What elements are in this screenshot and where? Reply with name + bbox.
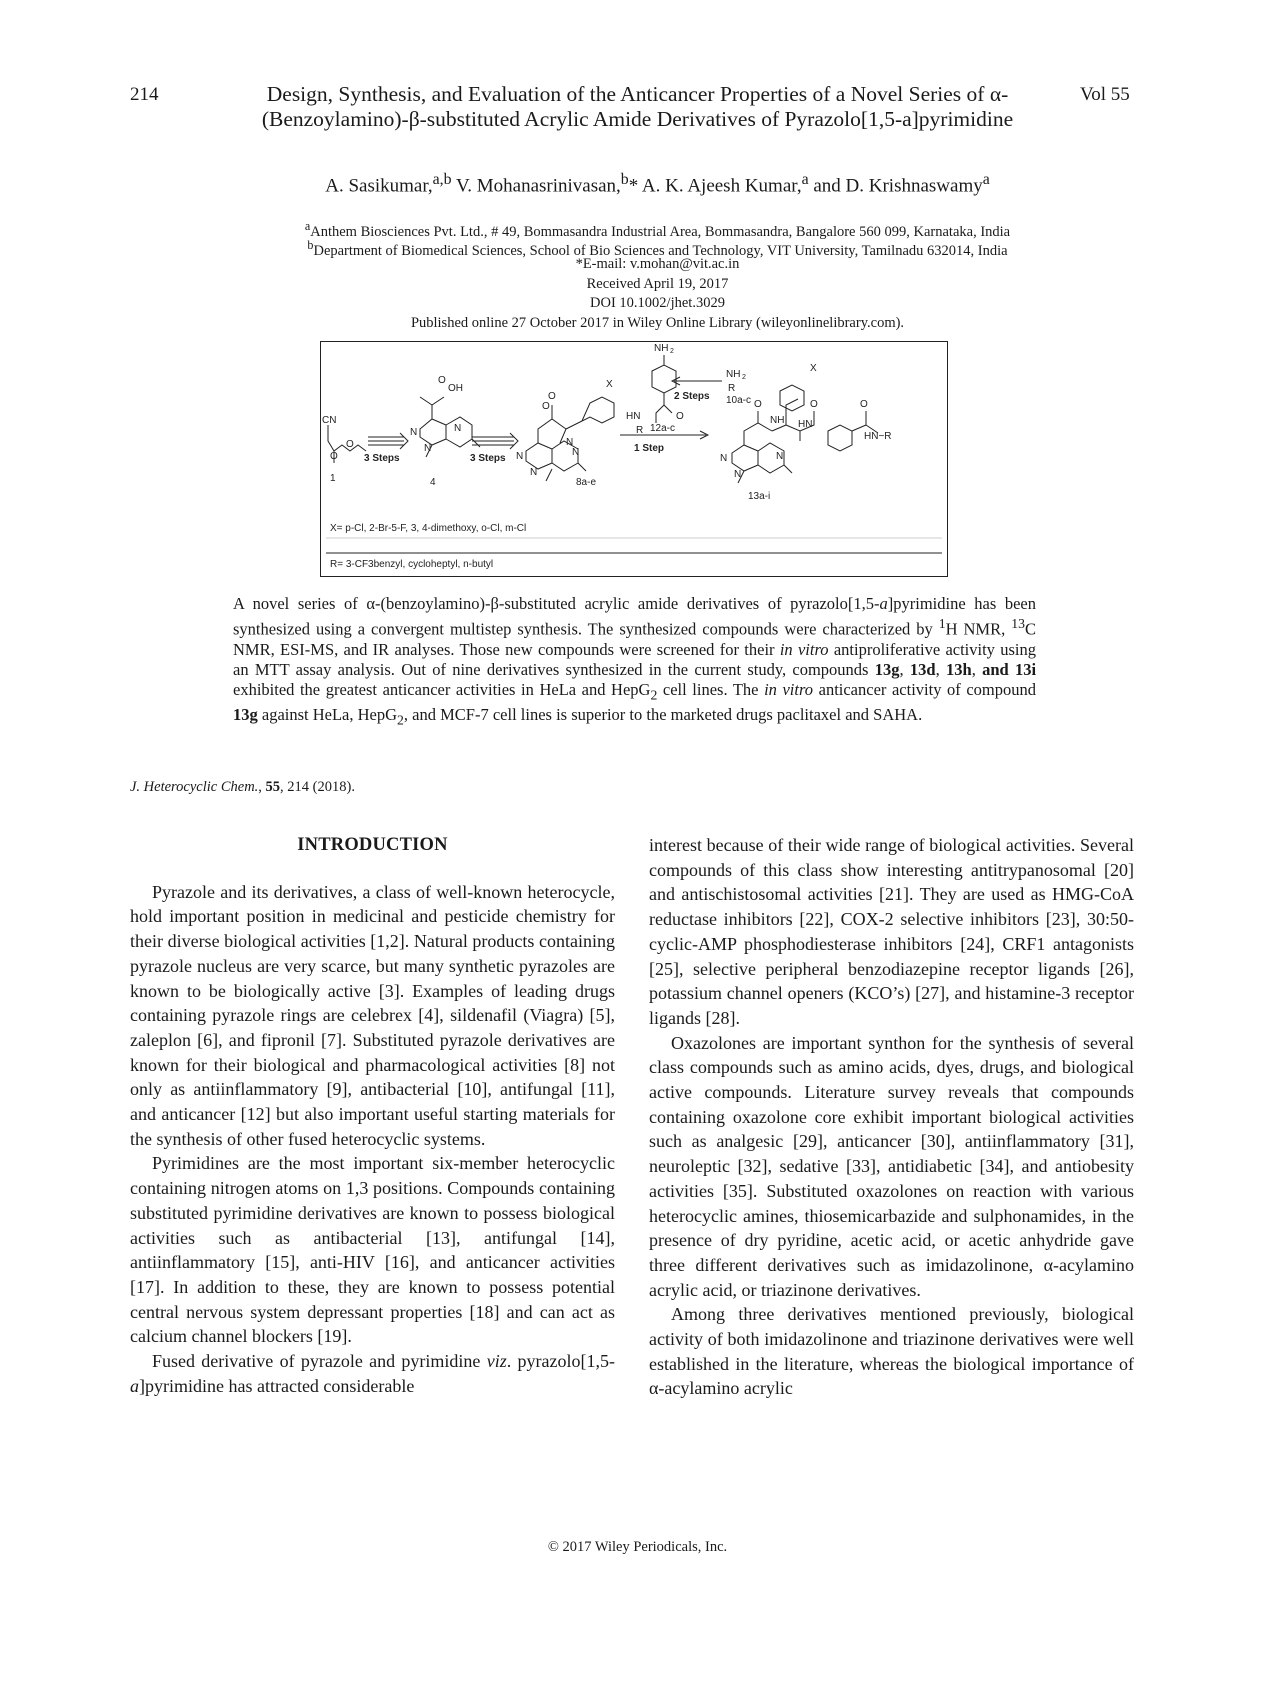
svg-text:NH: NH <box>770 415 785 426</box>
compound-label: 13a-i <box>748 491 771 502</box>
body-column-right <box>649 833 1134 1401</box>
x-definition: X= p-Cl, 2-Br-5-F, 3, 4-dimethoxy, o-Cl, m-Cl <box>330 523 527 534</box>
svg-text:N: N <box>410 427 418 438</box>
abstract: A novel series of α-(benzoylamino)-β-substituted acrylic amide derivatives of pyrazolo[1,5-a]pyrimidine has been synthesized using a convergent multistep synthesis. The synthesized compounds were characterized by $^1$H NMR, $^{13}$C NMR, ESI-MS, and IR analyses. Those new compounds were screened for their in vitro antiproliferative activity using an MTT assay analysis. Out of nine derivatives synthesized in the current study, compounds 13g, 13d, 13h, and 13i exhibited the greatest anticancer activities in HeLa and HepG$_2$ cell lines. The in vitro anticancer activity of compound 13g against HeLa, HepG$_2$, and MCF-7 cell lines is superior to the marketed drugs paclitaxel and SAHA. <box>233 594 1037 728</box>
step-label: 3 Steps <box>470 453 506 464</box>
compound-label: 12a-c <box>650 423 676 434</box>
author-name: V. Mohanasrinivasan, <box>451 175 621 197</box>
paragraph: interest because of their wide range of biological activities. Several compounds of this class show interesting antitrypanosomal [20] and antischistosomal activities [21]. They are used as HMG-CoA reductase inhibitors [22], COX-2 selective inhibitors [23], 30:50-cyclic-AMP phosphodiesterase inhibitors [24], CRF1 antagonists [25], selective peripheral benzodiazepine receptor ligands [26], potassium channel openers (KCO’s) [27], and histamine-3 receptor ligands [28]. <box>649 835 1134 1028</box>
svg-text:O: O <box>438 375 446 386</box>
svg-text:O: O <box>542 401 550 412</box>
paragraph: Oxazolones are important synthon for the synthesis of several class compounds such as amino acids, dyes, drugs, and biological active compounds. Literature survey reveals that compounds containing oxazolone core exhibit important biological activities such as analgesic [29], anticancer [30], antiinflammatory [31], neuroleptic [32], sedative [33], antidiabetic [34], and antiobesity activities [35]. Substituted oxazolones on reaction with various heterocyclic amines, thiosemicarbazide and sulphonamides, in the presence of dry pyridine, acetic acid, or acetic anhydride gave three different derivatives such as imidazolinone, α-acylamino acrylic acid, or triazinone derivatives. <box>649 1032 1134 1300</box>
step-label: 2 Steps <box>674 391 710 402</box>
scheme-frame <box>321 342 948 577</box>
svg-text:O: O <box>548 391 556 402</box>
step-label: 1 Step <box>634 443 665 454</box>
label-cn: CN <box>322 415 337 426</box>
copyright-footer: © 2017 Wiley Periodicals, Inc. <box>547 1539 728 1555</box>
affiliation-b: $^b$Department of Biomedical Sciences, School of Bio Sciences and Technology, VIT University, Tamilnadu 632014, India <box>307 238 1008 259</box>
svg-text:O: O <box>676 411 684 422</box>
compound-12-bonds <box>652 355 676 423</box>
svg-text:N: N <box>516 451 524 462</box>
svg-text:N: N <box>454 423 462 434</box>
compound-label: 8a-e <box>576 477 597 488</box>
svg-text:O: O <box>860 399 868 410</box>
doi: DOI 10.1002/jhet.3029 <box>590 295 725 311</box>
svg-text:N: N <box>720 453 728 464</box>
published-line: Published online 27 October 2017 in Wiley Online Library (wileyonlinelibrary.com). <box>410 315 905 331</box>
r-definition: R= 3-CF3benzyl, cycloheptyl, n-butyl <box>330 559 494 570</box>
received-date: Received April 19, 2017 <box>586 276 729 292</box>
svg-text:O: O <box>330 451 338 462</box>
svg-text:2: 2 <box>670 348 674 355</box>
svg-text:NH: NH <box>726 369 741 380</box>
svg-text:N: N <box>776 451 784 462</box>
svg-text:X: X <box>606 379 613 390</box>
author-name: A. K. Ajeesh Kumar, <box>638 175 802 197</box>
body-column-left <box>130 833 615 1398</box>
svg-text:HN: HN <box>626 411 641 422</box>
compound-label: 10a-c <box>726 395 752 406</box>
volume-label: Vol 55 <box>1080 84 1130 105</box>
svg-text:HN−R: HN−R <box>864 431 892 442</box>
compound-label: 4 <box>430 477 436 488</box>
svg-text:2: 2 <box>742 374 746 381</box>
synthesis-scheme <box>320 341 948 577</box>
svg-text:NH: NH <box>654 343 669 354</box>
svg-text:N: N <box>572 447 580 458</box>
svg-text:O: O <box>810 399 818 410</box>
svg-text:N: N <box>424 443 432 454</box>
paragraph: Fused derivative of pyrazole and pyrimidine viz. pyrazolo[1,5-a]pyrimidine has attracted considerable <box>130 1351 615 1396</box>
svg-text:R: R <box>728 383 736 394</box>
paragraph: Pyrazole and its derivatives, a class of well-known heterocycle, hold important position in medicinal and pesticide chemistry for their diverse biological activities [1,2]. Natural products containing pyrazole nucleus are very scarce, but many synthetic pyrazoles are known to be biologically active [3]. Examples of leading drugs containing pyrazole rings are celebrex [4], sildenafil (Viagra) [5], zaleplon [6], and fipronil [7]. Substituted pyrazole derivatives are known for their biological and pharmacological activities [8] not only as antiinflammatory [9], antibacterial [10], antifungal [11], and anticancer [12] but also important useful starting materials for the synthesis of other fused heterocyclic systems. <box>130 881 615 1149</box>
author-name: and D. Krishnaswamy <box>808 175 983 197</box>
contact-email: *E-mail: v.mohan@vit.ac.in <box>575 256 740 272</box>
step-label: 3 Steps <box>364 453 400 464</box>
svg-text:N: N <box>734 469 742 480</box>
author-name: A. Sasikumar, <box>325 175 433 197</box>
svg-text:HN: HN <box>798 419 813 430</box>
page-number: 214 <box>130 84 159 105</box>
compound-label: 1 <box>330 473 336 484</box>
svg-text:O: O <box>754 399 762 410</box>
article-title: Design, Synthesis, and Evaluation of the Anticancer Properties of a Novel Series of α-(Benzoylamino)-β-substituted Acrylic Amide Derivatives of Pyrazolo[1,5-a]pyrimidine <box>261 82 1014 131</box>
svg-text:R: R <box>636 425 644 436</box>
paragraph: Among three derivatives mentioned previously, biological activity of both imidazolinone and triazinone derivatives were well established in the literature, whereas the biological importance of α-acylamino acrylic <box>649 1304 1134 1399</box>
section-heading: INTRODUCTION <box>297 835 448 855</box>
svg-text:O: O <box>346 439 354 450</box>
svg-text:X: X <box>810 363 817 374</box>
svg-text:N: N <box>566 437 574 448</box>
paragraph: Pyrimidines are the most important six-member heterocyclic containing nitrogen atoms on 1,3 positions. Compounds containing substituted pyrimidine derivatives are known to possess biological activities such as antibacterial [13], antifungal [14], antiinflammatory [15], anti-HIV [16], and anticancer activities [17]. In addition to these, they are known to possess potential central nervous system depressant properties [18] and can act as calcium channel blockers [19]. <box>130 1153 615 1347</box>
author-list: A. Sasikumar,$^{a,b}$ V. Mohanasrinivasan,$^b$* A. K. Ajeesh Kumar,$^a$ and D. Krishnaswamy$^a$ <box>325 171 990 197</box>
journal-citation: J. Heterocyclic Chem., 55, 214 (2018). <box>130 779 355 795</box>
arrow-4 <box>672 377 722 385</box>
svg-text:N: N <box>530 467 538 478</box>
arrow-1 <box>368 433 408 449</box>
affiliation-a: $^a$Anthem Biosciences Pvt. Ltd., # 49, Bommasandra Industrial Area, Bommasandra, Bangalore 560 099, Karnataka, India <box>304 219 1011 240</box>
svg-text:OH: OH <box>448 383 463 394</box>
